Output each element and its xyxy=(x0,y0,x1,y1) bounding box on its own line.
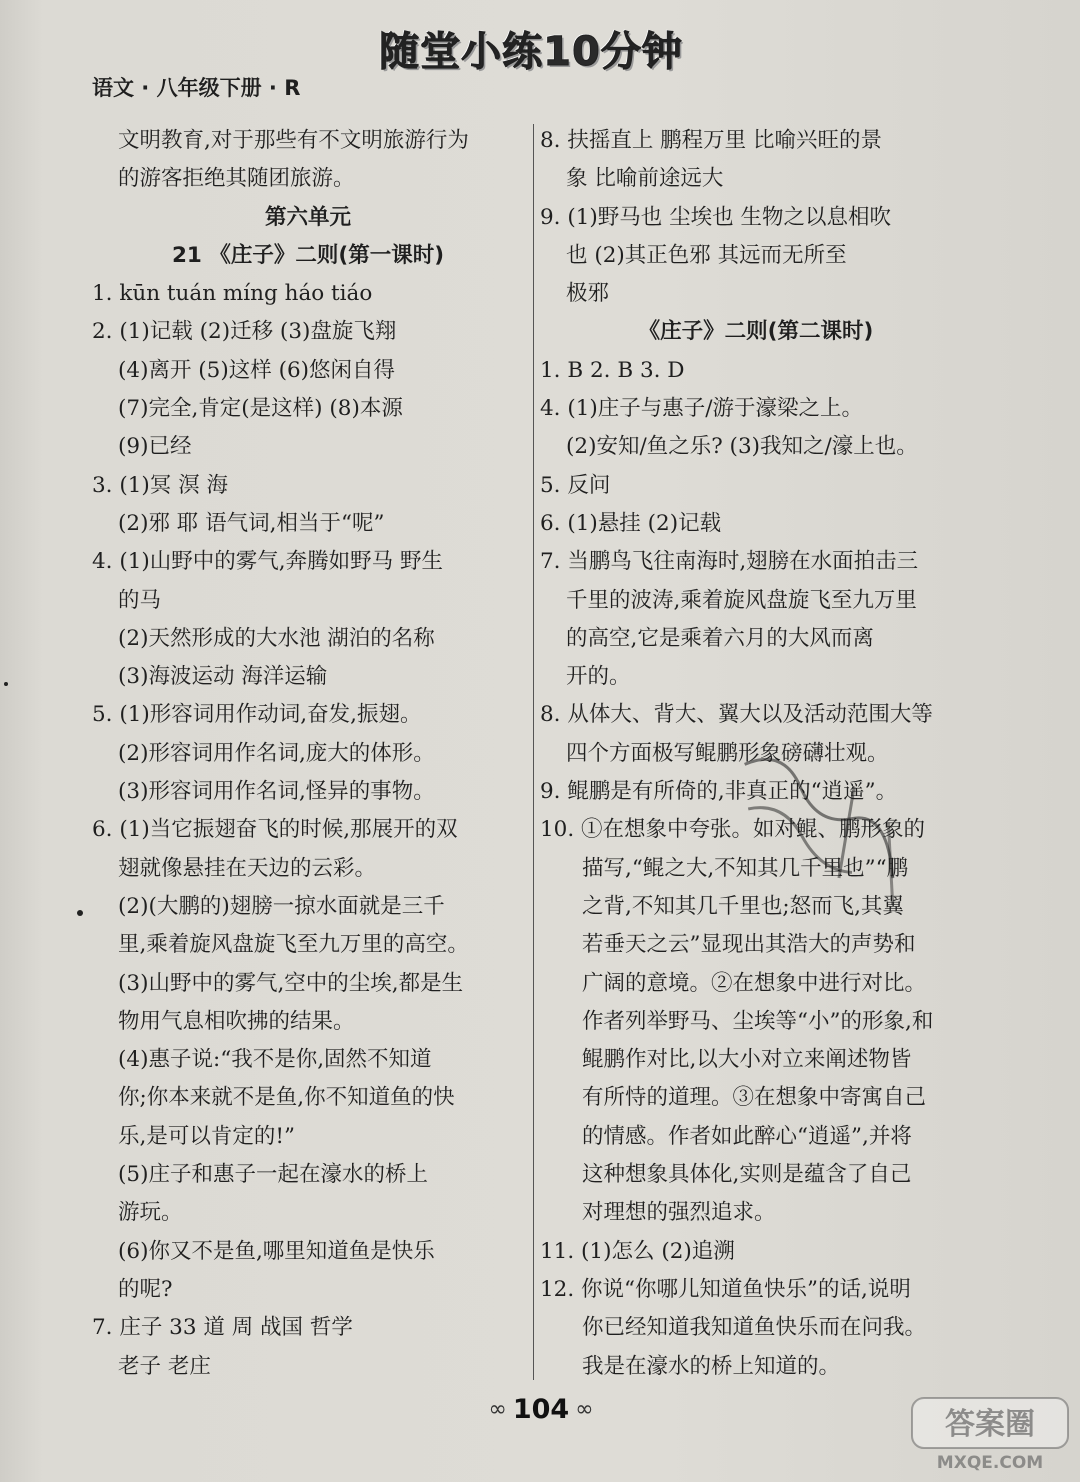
answer-line: 极邪 xyxy=(566,281,610,307)
print-dot xyxy=(77,910,83,916)
column-divider xyxy=(533,124,534,1380)
answer-line: 若垂天之云”显现出其浩大的声势和 xyxy=(582,932,916,958)
answer-line: 8. 扶摇直上 鹏程万里 比喻兴旺的景 xyxy=(540,128,883,153)
answer-line: 的游客拒绝其随团旅游。 xyxy=(118,166,355,192)
answer-line: 老子 老庄 xyxy=(118,1353,211,1379)
footer-ornament-left: ∞ xyxy=(488,1396,507,1422)
answer-line: 物用气息相吹拂的结果。 xyxy=(118,1008,355,1034)
answer-line: (2)(大鹏的)翅膀一掠水面就是三千 xyxy=(118,893,445,919)
answer-line: 6. (1)当它振翅奋飞的时候,那展开的双 xyxy=(92,817,458,843)
answer-line: (9)已经 xyxy=(118,434,192,460)
answer-line: 3. (1)冥 溟 海 xyxy=(92,472,228,498)
answer-line: 5. (1)形容词用作动词,奋发,振翅。 xyxy=(92,702,422,728)
answer-line: 的呢? xyxy=(118,1276,173,1302)
answer-line: 鲲鹏作对比,以大小对立来阐述物皆 xyxy=(582,1047,912,1073)
answer-line: (3)海波运动 海洋运输 xyxy=(118,664,328,690)
page-number: 104 xyxy=(512,1393,570,1425)
answer-line: 也 (2)其正色邪 其远而无所至 xyxy=(566,242,847,268)
answer-line: 6. (1)悬挂 (2)记载 xyxy=(540,510,722,536)
print-dot xyxy=(4,682,8,686)
answer-line: 的马 xyxy=(118,587,162,613)
answer-line: 里,乘着旋风盘旋飞至九万里的高空。 xyxy=(118,932,469,958)
watermark-url: MXQE.COM xyxy=(936,1453,1044,1473)
footer-ornament-right: ∞ xyxy=(575,1396,594,1422)
answer-line: 你已经知道我知道鱼快乐而在问我。 xyxy=(582,1315,927,1341)
answer-line: 游玩。 xyxy=(118,1200,183,1226)
answer-line: (2)天然形成的大水池 湖泊的名称 xyxy=(118,625,435,651)
answer-line: (7)完全,肯定(是这样) (8)本源 xyxy=(118,396,403,422)
answer-line: 4. (1)庄子与惠子/游于濠梁之上。 xyxy=(540,396,864,422)
answer-line: 10. ①在想象中夸张。如对鲲、鹏形象的 xyxy=(540,817,926,843)
answer-line: 你;你本来就不是鱼,你不知道鱼的快 xyxy=(118,1085,455,1111)
answer-line: 开的。 xyxy=(566,664,631,690)
answer-line: 乐,是可以肯定的!” xyxy=(118,1123,295,1149)
answer-line: 《庄子》二则(第二课时) xyxy=(638,319,874,345)
answer-line: (5)庄子和惠子一起在濠水的桥上 xyxy=(118,1162,428,1188)
answer-line: 7. 当鹏鸟飞往南海时,翅膀在水面拍击三 xyxy=(540,549,919,575)
answer-line: 作者列举野马、尘埃等“小”的形象,和 xyxy=(582,1008,934,1034)
answer-line: 四个方面极写鲲鹏形象磅礴壮观。 xyxy=(566,740,889,766)
answer-line: 翅就像悬挂在天边的云彩。 xyxy=(118,855,377,881)
answer-line: 象 比喻前途远大 xyxy=(566,166,724,192)
answer-line: 的情感。作者如此醉心“逍遥”,并将 xyxy=(582,1123,912,1149)
answer-line: 1. B 2. B 3. D xyxy=(540,357,685,383)
answer-line: 12. 你说“你哪儿知道鱼快乐”的话,说明 xyxy=(540,1276,911,1302)
answer-line: 7. 庄子 33 道 周 战国 哲学 xyxy=(92,1315,353,1341)
book-series-banner: 随堂小练10分钟 xyxy=(379,28,683,75)
answer-line: 4. (1)山野中的雾气,奔腾如野马 野生 xyxy=(92,549,443,575)
answer-line: (2)邪 耶 语气词,相当于“呢” xyxy=(118,510,385,536)
book-subtitle: 语文 · 八年级下册 · R xyxy=(92,76,301,100)
answer-line: 11. (1)怎么 (2)追溯 xyxy=(540,1238,735,1264)
answer-line: 第六单元 xyxy=(264,204,351,230)
page-footer xyxy=(478,1392,604,1426)
answer-line: 5. 反问 xyxy=(540,472,611,498)
answer-column-left xyxy=(92,122,524,1386)
answer-line: 我是在濠水的桥上知道的。 xyxy=(582,1353,841,1379)
answer-line: 1. kūn tuán míng háo tiáo xyxy=(92,281,373,307)
answer-line: 之背,不知其几千里也;怒而飞,其翼 xyxy=(582,893,904,919)
watermark-logo-text: 答案圈 xyxy=(945,1407,1035,1442)
answer-line: (3)形容词用作名词,怪异的事物。 xyxy=(118,779,435,805)
answer-line: 描写,“鲲之大,不知其几千里也”“鹏 xyxy=(582,855,909,881)
answer-line: (6)你又不是鱼,哪里知道鱼是快乐 xyxy=(118,1238,435,1264)
answer-line: 对理想的强烈追求。 xyxy=(582,1200,776,1226)
answer-line: 有所恃的道理。③在想象中寄寓自己 xyxy=(582,1085,927,1111)
answer-line: 广阔的意境。②在想象中进行对比。 xyxy=(582,970,927,996)
answer-line: 9. 鲲鹏是有所倚的,非真正的“逍遥”。 xyxy=(540,779,898,805)
answer-line: (4)离开 (5)这样 (6)悠闲自得 xyxy=(118,357,396,383)
site-watermark-logo xyxy=(906,1392,1074,1476)
answer-line: (3)山野中的雾气,空中的尘埃,都是生 xyxy=(118,970,464,996)
answer-line: 千里的波涛,乘着旋风盘旋飞至九万里 xyxy=(566,587,917,613)
answer-line: (2)形容词用作名词,庞大的体形。 xyxy=(118,740,435,766)
answer-line: 这种想象具体化,实则是蕴含了自己 xyxy=(582,1162,912,1188)
answer-line: (4)惠子说:“我不是你,固然不知道 xyxy=(118,1047,432,1073)
answer-line: 21 《庄子》二则(第一课时) xyxy=(171,242,445,268)
answer-line: 8. 从体大、背大、翼大以及活动范围大等 xyxy=(540,702,933,728)
answer-line: (2)安知/鱼之乐? (3)我知之/濠上也。 xyxy=(566,434,918,460)
answer-line: 文明教育,对于那些有不文明旅游行为 xyxy=(118,128,469,153)
answer-line: 2. (1)记载 (2)迁移 (3)盘旋飞翔 xyxy=(92,319,397,345)
answer-line: 9. (1)野马也 尘埃也 生物之以息相吹 xyxy=(540,204,891,230)
answer-line: 的高空,它是乘着六月的大风而离 xyxy=(566,625,874,651)
